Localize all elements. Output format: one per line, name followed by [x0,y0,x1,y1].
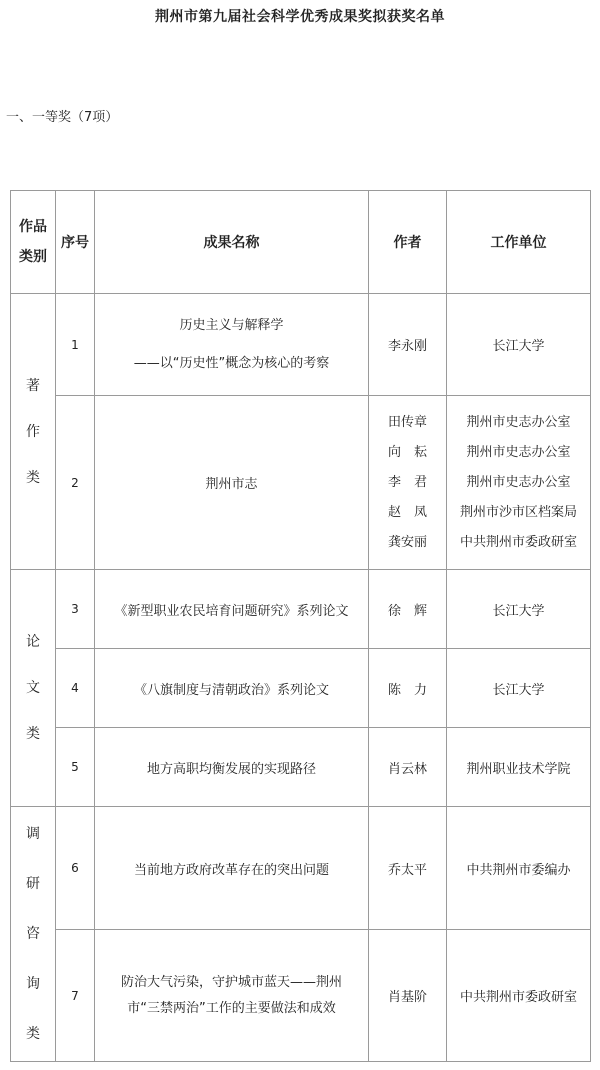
work-title: 荆州市志 [95,396,369,570]
author: 田传章 [387,414,427,430]
work-title [95,294,369,396]
author: 李永刚 [369,294,447,396]
category-char: 类 [26,726,40,742]
work-unit: 中共荆州市委政研室 [447,930,591,1062]
category-char: 咨 [26,926,40,942]
author-list [369,396,447,570]
row-index: 3 [56,570,95,649]
row-index: 7 [56,930,95,1062]
work-title: 当前地方政府改革存在的突出问题 [95,807,369,930]
author: 向 耘 [387,444,427,460]
author: 乔太平 [369,807,447,930]
header-index: 序号 [56,191,95,294]
author: 李 君 [387,474,427,490]
work-title: 《新型职业农民培育问题研究》系列论文 [95,570,369,649]
header-unit: 工作单位 [447,191,591,294]
author: 肖云林 [369,728,447,807]
category-char: 类 [26,469,40,486]
work-unit: 中共荆州市委政研室 [459,534,577,550]
work-title-line: 市“三禁两治”工作的主要做法和成效 [127,1000,336,1016]
table-row [11,807,591,930]
category-char: 类 [26,1026,40,1042]
work-unit: 荆州市沙市区档案局 [459,504,577,520]
work-title: 《八旗制度与清朝政治》系列论文 [95,649,369,728]
author: 赵 凤 [387,504,427,520]
work-unit: 荆州市史志办公室 [466,444,571,460]
header-category-line: 作品 [19,219,47,235]
category-cell-books [11,294,56,570]
work-title-line: 防治大气污染，守护城市蓝天——荆州 [120,974,342,990]
work-unit: 长江大学 [447,649,591,728]
work-unit: 长江大学 [447,570,591,649]
work-title-line: 历史主义与解释学 [179,317,284,333]
row-index: 5 [56,728,95,807]
table-row [11,649,591,728]
category-cell-research [11,807,56,1062]
category-char: 调 [26,826,40,842]
author: 龚安丽 [387,534,427,550]
table-row [11,930,591,1062]
category-char: 作 [26,423,40,440]
author: 陈 力 [369,649,447,728]
work-title-line: ——以“历史性”概念为核心的考察 [133,355,330,371]
table-row [11,728,591,807]
category-char: 询 [26,976,40,992]
awards-table [10,190,591,1062]
category-char: 著 [26,377,40,394]
header-category [11,191,56,294]
work-unit: 长江大学 [447,294,591,396]
category-char: 研 [26,876,40,892]
category-char: 论 [26,634,40,650]
table-row [11,570,591,649]
document-title: 荆州市第九届社会科学优秀成果奖拟获奖名单 [155,9,445,25]
work-title [95,930,369,1062]
header-category-line: 类别 [19,249,47,265]
header-author: 作者 [369,191,447,294]
author: 徐 辉 [369,570,447,649]
row-index: 2 [56,396,95,570]
header-work: 成果名称 [95,191,369,294]
category-cell-papers [11,570,56,807]
category-char: 文 [26,680,40,696]
work-unit: 中共荆州市委编办 [447,807,591,930]
table-row [11,396,591,570]
unit-list [447,396,591,570]
work-unit: 荆州市史志办公室 [466,414,571,430]
table-row [11,294,591,396]
row-index: 6 [56,807,95,930]
section-heading: 一、一等奖（7项） [6,110,119,125]
work-title: 地方高职均衡发展的实现路径 [95,728,369,807]
row-index: 4 [56,649,95,728]
author: 肖基阶 [369,930,447,1062]
row-index: 1 [56,294,95,396]
table-header-row [11,191,591,294]
work-unit: 荆州职业技术学院 [447,728,591,807]
work-unit: 荆州市史志办公室 [466,474,571,490]
